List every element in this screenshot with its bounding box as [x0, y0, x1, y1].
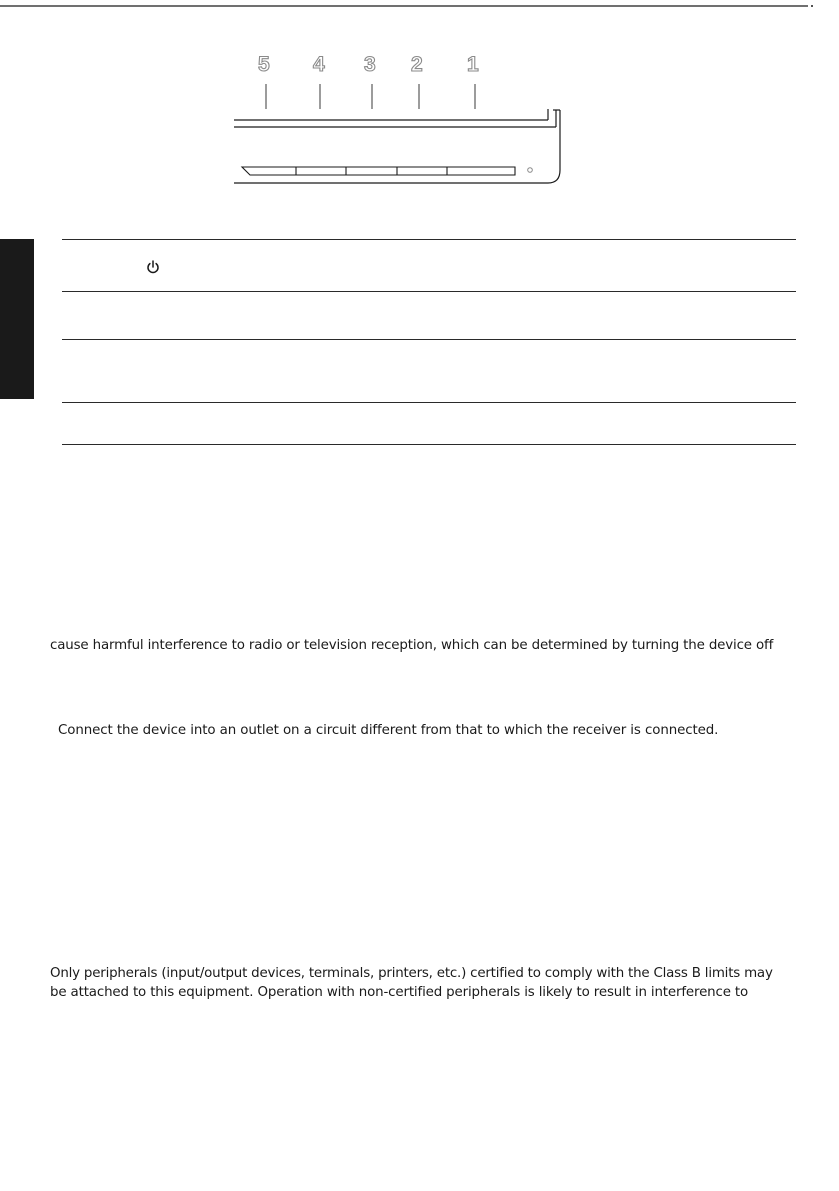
- table-rule: [62, 444, 796, 445]
- peripherals-text-line-2: be attached to this equipment. Operation with non-certified peripherals is likely to result in interference to: [50, 985, 749, 1000]
- interference-text: cause harmful interference to radio or television reception, which can be determined by turning the device off: [50, 638, 774, 653]
- button-number-4: 4: [313, 53, 325, 76]
- power-icon: [145, 259, 161, 275]
- table-rule: [62, 239, 796, 240]
- peripherals-text-line-1: Only peripherals (input/output devices, terminals, printers, etc.) certified to comply with the Class B limits may: [50, 966, 773, 981]
- button-number-5: 5: [258, 53, 270, 76]
- power-led: [528, 168, 533, 173]
- language-side-tab: [0, 239, 34, 399]
- leader-lines: [266, 84, 475, 109]
- outlet-text: Connect the device into an outlet on a circuit different from that to which the receiver is connected.: [58, 723, 719, 738]
- table-rule: [62, 402, 796, 403]
- button-number-1: 1: [467, 53, 479, 76]
- button-number-2: 2: [411, 53, 423, 76]
- monitor-buttons-diagram: [0, 0, 839, 220]
- table-rule: [62, 291, 796, 292]
- button-strip: [242, 167, 515, 175]
- table-rule: [62, 339, 796, 340]
- button-number-3: 3: [364, 53, 376, 76]
